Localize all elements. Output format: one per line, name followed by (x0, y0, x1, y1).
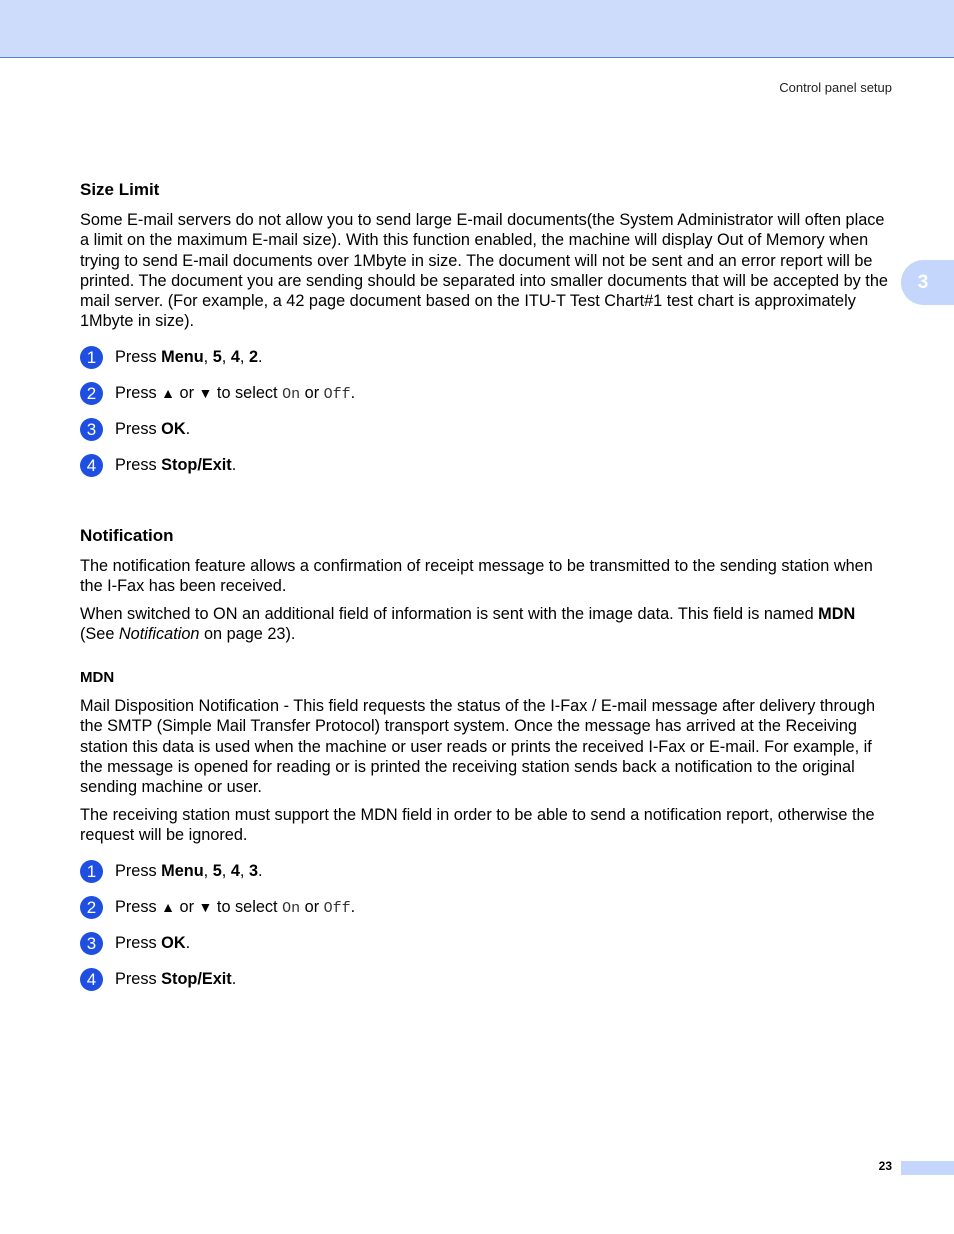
down-arrow-icon: ▼ (198, 384, 213, 401)
page-number: 23 (878, 1159, 892, 1173)
step-text: Press OK. (115, 419, 191, 438)
footer-tab (901, 1161, 954, 1175)
running-head: Control panel setup (779, 80, 892, 95)
size-limit-paragraph: Some E-mail servers do not allow you to send large E-mail documents(the System Administrator will often place a limit on the maximum E-mail size). With this function enabled, the machine will display Out of Memory when trying to send E-mail documents over 1Mbyte in size. The document will not be sent and an error report will be printed. The document you are sending should be separated into smaller documents that will be accepted by the mail server. (For example, a 42 page document based on the ITU-T Test Chart#1 test chart is approximately 1Mbyte in size). (80, 211, 888, 331)
mdn-step-3 (80, 931, 191, 955)
notification-paragraph-1: The notification feature allows a confirmation of receipt message to be transmitted to the sending station when the I-Fax has been received. (80, 557, 873, 596)
step-number-icon: 3 (80, 932, 103, 955)
step-number-icon: 1 (80, 346, 103, 369)
down-arrow-icon: ▼ (198, 898, 213, 915)
size-limit-step-3 (80, 417, 191, 441)
step-number-icon: 4 (80, 454, 103, 477)
step-text: Press Menu, 5, 4, 3. (115, 861, 263, 880)
step-number-icon: 3 (80, 418, 103, 441)
mdn-heading: MDN (80, 669, 115, 686)
step-text: Press Menu, 5, 4, 2. (115, 347, 263, 366)
size-limit-step-4 (80, 453, 237, 477)
mdn-step-2 (80, 895, 356, 919)
step-text: Press ▲ or ▼ to select On or Off. (115, 383, 356, 403)
chapter-number: 3 (917, 272, 929, 293)
step-text: Press Stop/Exit. (115, 969, 237, 988)
size-limit-heading: Size Limit (80, 180, 160, 199)
step-number-icon: 2 (80, 896, 103, 919)
step-number-icon: 2 (80, 382, 103, 405)
notification-heading: Notification (80, 526, 174, 545)
mdn-paragraph-2: The receiving station must support the MDN field in order to be able to send a notification report, otherwise the request will be ignored. (80, 806, 875, 845)
step-number-icon: 1 (80, 860, 103, 883)
header-band (0, 0, 954, 58)
up-arrow-icon: ▲ (161, 384, 176, 401)
mdn-step-4 (80, 967, 237, 991)
step-text: Press OK. (115, 933, 191, 952)
size-limit-step-2 (80, 381, 356, 405)
step-text: Press ▲ or ▼ to select On or Off. (115, 897, 356, 917)
mdn-step-1 (80, 859, 263, 883)
chapter-tab (901, 260, 954, 305)
notification-link[interactable]: Notification (118, 625, 200, 644)
step-number-icon: 4 (80, 968, 103, 991)
notification-paragraph-2: When switched to ON an additional field of information is sent with the image data. This field is named MDN (See Notification on page 23). (80, 605, 856, 644)
size-limit-step-1 (80, 345, 263, 369)
step-text: Press Stop/Exit. (115, 455, 237, 474)
mdn-paragraph-1: Mail Disposition Notification - This field requests the status of the I-Fax / E-mail message after delivery through the SMTP (Simple Mail Transfer Protocol) transport system. Once the message has arrived at the Receiving station this data is used when the machine or user reads or prints the received I-Fax or E-mail. For example, if the message is opened for reading or is printed the receiving station sends back a notification to the original sending machine or user. (80, 697, 876, 797)
up-arrow-icon: ▲ (161, 898, 176, 915)
